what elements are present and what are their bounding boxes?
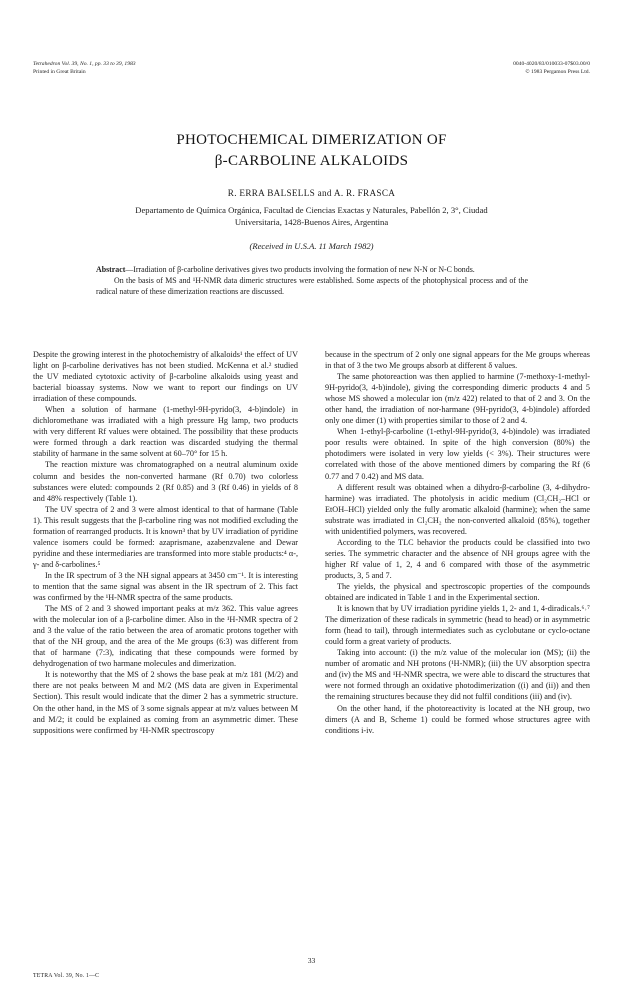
body-paragraph: The same photoreaction was then applied to harmine (7-methoxy-1-methyl-9H-pyrido(3, 4-b)indole), giving the corresponding dimeric products 4 and 5 whose MS showed a molecular ion (m/z 422) related to that of 2 and 3. On the other hand, the irradiation of nor-harmane (9H-pyrido(3, 4-b)indole) afforded only one dimer (1) with properties similar to those of 2 and 4. [325, 372, 590, 426]
body-paragraph: because in the spectrum of 2 only one signal appears for the Me groups whereas in that of 3 the two Me groups absorb at different δ values. [325, 350, 590, 371]
title-line-1: PHOTOCHEMICAL DIMERIZATION OF [176, 132, 447, 148]
affiliation [40, 205, 583, 228]
abstract-label: Abstract [96, 265, 126, 274]
right-column [325, 349, 590, 736]
abstract-paragraph-2: On the basis of MS and ¹H-NMR data dimeric structures were established. Some aspects of the photophysical process and of the radical nature of these dimerization reactions are discussed. [96, 276, 528, 296]
body-paragraph: Despite the growing interest in the photochemistry of alkaloids¹ the effect of UV light on β-carboline derivatives has not been studied. McKenna et al.² studied the UV mediated cytotoxic activity of β-carboline alkaloids using yeast and bacterial bioassay systems. Now we want to report our findings on UV irradiation of these compounds. [33, 350, 298, 404]
body-paragraph: When 1-ethyl-β-carboline (1-ethyl-9H-pyrido(3, 4-b)indole) was irradiated poor results were obtained. In spite of the high conversion (80%) the photodimers were isolated in very low yields (< 3%). Their structures were correlated with those of the above mentioned dimers by comparing the Rf (6 0.77 and 7 0.42) and MS data. [325, 427, 590, 481]
page-footer: TETRA Vol. 39, No. 1—C [33, 973, 100, 979]
journal-citation: Tetrahedron Vol. 39, No. 1, pp. 33 to 39, 1983 [33, 61, 136, 67]
body-paragraph: A different result was obtained when a dihydro-β-carboline (3, 4-dihydro-harmine) was irradiated. The photolysis in acidic medium (Cl₂CH₂–HCl or EtOH–HCl) yielded only the fully aromatic alkaloid (harmine); when the same substrate was irradiated in Cl₂CH₂ the non-converted alkaloid (85%), together with unidentified polymers, was recovered. [325, 482, 590, 536]
journal-header-right [513, 60, 590, 76]
printed-in: Printed in Great Britain [33, 69, 86, 75]
journal-header-left [33, 60, 136, 76]
left-column [33, 349, 298, 736]
body-paragraph: Taking into account: (i) the m/z value of the molecular ion (MS); (ii) the number of aromatic and NH protons (¹H-NMR); (iii) the UV absorption spectra and (iv) the MS and ¹H-NMR spectra, we were able to discard the structures that were not formed through an oxidative photodimerization ((i) and (ii)) and then the remaining structures because they did not fulfil conditions (iii) and (iv). [325, 648, 590, 702]
body-paragraph: On the other hand, if the photoreactivity is located at the NH group, two dimers (A and B, Scheme 1) could be formed whose structures agree with conditions i-iv. [325, 703, 590, 735]
received-date: (Received in U.S.A. 11 March 1982) [249, 241, 374, 251]
article-title [0, 130, 623, 172]
affiliation-line-2: Universitaria, 1428-Buenos Aires, Argentina [234, 216, 389, 227]
abstract-paragraph-1 [96, 264, 528, 275]
body-paragraph: In the IR spectrum of 3 the NH signal appears at 3450 cm⁻¹. It is interesting to mention that the same signal was absent in the IR spectrum of 2. This fact was confirmed by the ¹H-NMR spectra of the same products. [33, 570, 298, 603]
body-paragraph: It is noteworthy that the MS of 2 shows the base peak at m/z 181 (M/2) and there are not peaks between M and M/2 (MS data are given in Experimental Section). This result would indicate that the dimer 2 has a symmetric structure. On the other hand, in the MS of 3 some signals appear at m/z values between M and M/2; it could be explained as coming from an asymmetric dimer. These suppositions were confirmed by ¹H-NMR spectroscopy [33, 670, 298, 735]
authors: R. ERRA BALSELLS and A. R. FRASCA [227, 188, 396, 198]
abstract-text-1: —Irradiation of β-carboline derivatives gives two products involving the formation of new N-N or N-C bonds. [125, 265, 475, 274]
copyright: © 1983 Pergamon Press Ltd. [525, 69, 590, 75]
abstract [96, 264, 528, 297]
title-line-2: β-CARBOLINE ALKALOIDS [214, 153, 409, 169]
body-paragraph: The yields, the physical and spectroscopic properties of the compounds obtained are indicated in Table 1 and in the Experimental section. [325, 581, 590, 603]
article-code: 0040-4020/83/010033-07$03.00/0 [513, 61, 590, 67]
page-number: 33 [307, 956, 316, 965]
body-paragraph: The reaction mixture was chromatographed on a neutral aluminum oxide column and besides the non-converted harmane (Rf 0.70) two colorless substances were eluted: compounds 2 (Rf 0.85) and 3 (Rf 0.46) in yields of 8 and 48% respectively (Table 1). [33, 460, 298, 503]
body-paragraph: It is known that by UV irradiation pyridine yields 1, 2- and 1, 4-diradicals.⁶˒⁷ The dimerization of these radicals in symmetric (head to head) or in asymmetric form (head to tail), through intermediates such as cyclobutane or cyclo-octane could form a great variety of products. [325, 604, 590, 647]
body-paragraph: The MS of 2 and 3 showed important peaks at m/z 362. This value agrees with the molecular ion of a β-carboline dimer. Also in the ¹H-NMR spectra of 2 and 3 the value of the ratio between the area of aromatic protons together with that of the NH group, and the area of the Me groups (6:3) was different from that of harmane (7:3), indicating that these compounds were formed by dehydrogenation of two harmane molecules and dimerization. [33, 604, 298, 669]
affiliation-line-1: Departamento de Química Orgánica, Facultad de Ciencias Exactas y Naturales, Pabellón 2, 3°, Ciudad [135, 205, 488, 215]
body-paragraph: When a solution of harmane (1-methyl-9H-pyrido(3, 4-b)indole) in dichloromethane was irradiated with a high pressure Hg lamp, two products with very different Rf values were obtained. The possibility that these products were formed through a dark reaction was discarded studying the thermal stability of harmane in the same solvent at 60–70° for 15 h. [33, 405, 298, 459]
body-paragraph: The UV spectra of 2 and 3 were almost identical to that of harmane (Table 1). This result suggests that the β-carboline ring was not modified excluding the formation of rearranged products. It is known³ that by UV irradiation of pyridine valence isomers could be formed: azaprismane, azabenzvalene and Dewar pyridine and these intermediaries are transformed into more stable products:⁴ α-, γ- and δ-carbolines.⁵ [33, 504, 298, 569]
body-paragraph: According to the TLC behavior the products could be classified into two series. The symmetric character and the absence of NH groups agree with the higher Rf value of 1, 2, 4 and 6 compared with those of the asymmetric products, 3, 5 and 7. [325, 537, 590, 580]
